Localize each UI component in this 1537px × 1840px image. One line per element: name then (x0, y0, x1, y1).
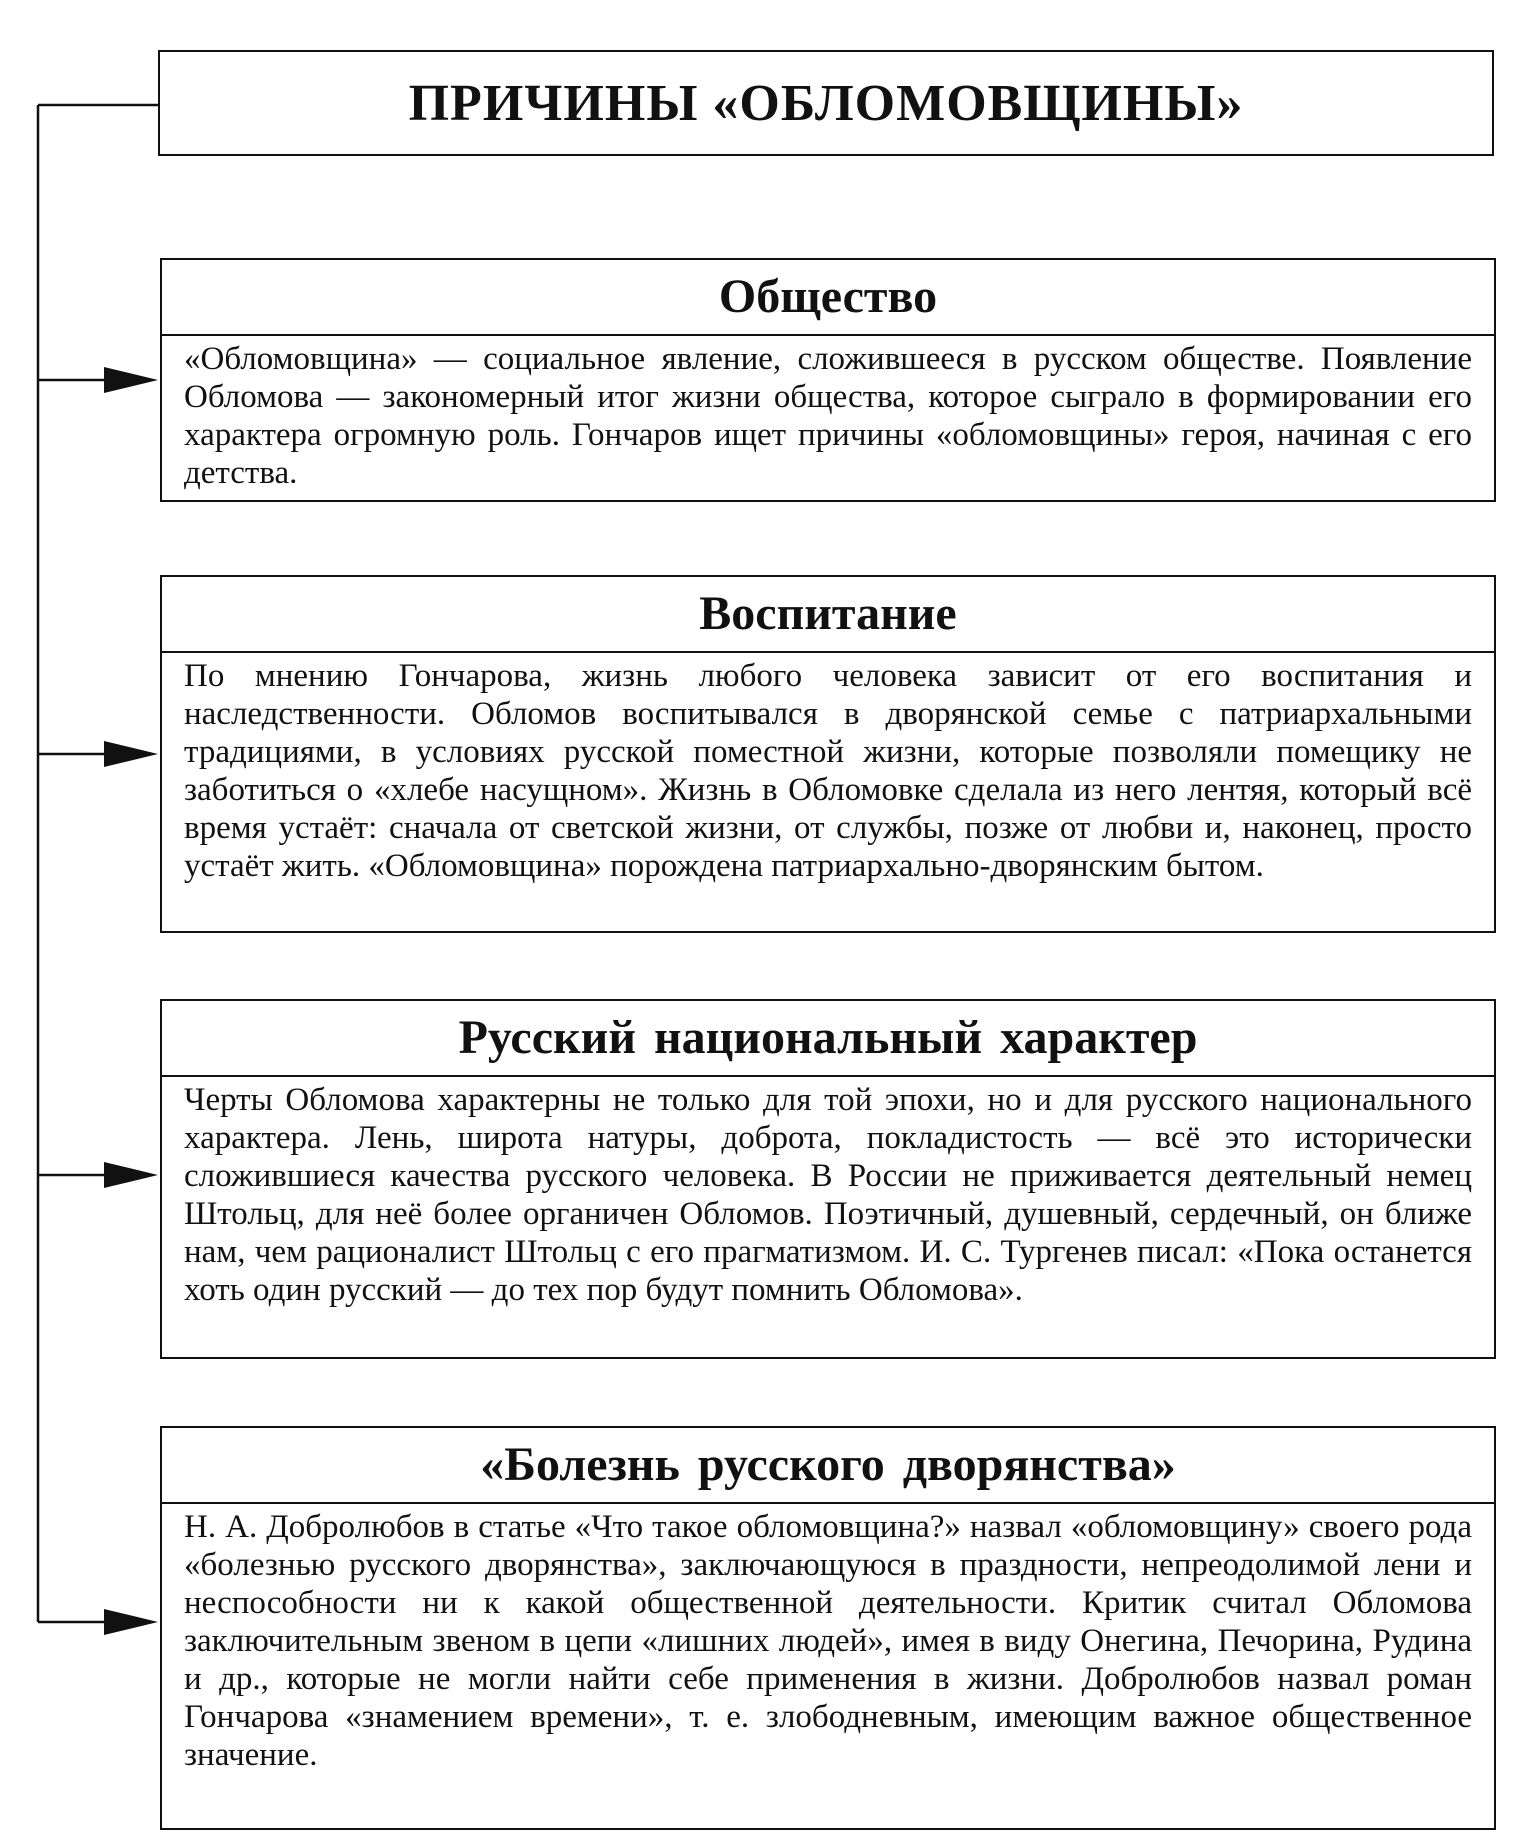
section-heading: Общество (162, 260, 1494, 336)
diagram-title: ПРИЧИНЫ «ОБЛОМОВЩИНЫ» (158, 50, 1494, 156)
arrow-head-icon (104, 1162, 158, 1188)
section-text: «Обломовщина» — социальное явление, сложившееся в русском обществе. Появление Обломова — закономерный итог жизни общества, которое сыграло в формировании его характера огромную роль. Гончаров ищет причины «обломовщины» героя, начиная с его детства. (184, 341, 1472, 491)
section-society (160, 258, 1496, 502)
section-nobility-disease (160, 1426, 1496, 1830)
section-text: По мнению Гончарова, жизнь любого человека зависит от его воспитания и наследственности. Обломов воспитывался в дворянской семье с патриархальными традициями, в условиях русской поместной жизни, которые позволяли помещику не заботиться о «хлебе насущном». Жизнь в Обломовке сделала из него лентяя, который всё время устаёт: сначала от светской жизни, от службы, позже от любви и, наконец, просто устаёт жить. «Обломовщина» порождена патриархально-дворянским бытом. (184, 658, 1472, 884)
arrow-head-icon (104, 367, 158, 393)
section-national-character (160, 999, 1496, 1359)
section-heading: Воспитание (162, 577, 1494, 653)
section-heading: «Болезнь русского дворянства» (162, 1428, 1494, 1504)
section-text: Черты Обломова характерны не только для той эпохи, но и для русского национального характера. Лень, широта натуры, доброта, покладистость — всё это исторически сложившиеся качества русского человека. В России не приживается деятельный немец Штольц, для неё более органичен Обломов. Поэтичный, душевный, сердечный, он ближе нам, чем рационалист Штольц с его прагматизмом. И. С. Тургенев писал: «Пока останется хоть один русский — до тех пор будут помнить Обломова». (184, 1082, 1472, 1308)
section-heading: Русский национальный характер (162, 1001, 1494, 1077)
section-upbringing (160, 575, 1496, 933)
arrow-head-icon (104, 1609, 158, 1635)
arrow-head-icon (104, 741, 158, 767)
section-text: Н. А. Добролюбов в статье «Что такое обломовщина?» назвал «обломовщину» своего рода «болезнью русского дворянства», заключающуюся в праздности, непреодолимой лени и неспособности ни к какой общественной деятельности. Критик считал Обломова заключительным звеном в цепи «лишних людей», имея в виду Онегина, Печорина, Рудина и др., которые не могли найти себе применения в жизни. Добролюбов назвал роман Гончарова «знамением времени», т. е. злободневным, имеющим важное общественное значение. (184, 1509, 1472, 1773)
